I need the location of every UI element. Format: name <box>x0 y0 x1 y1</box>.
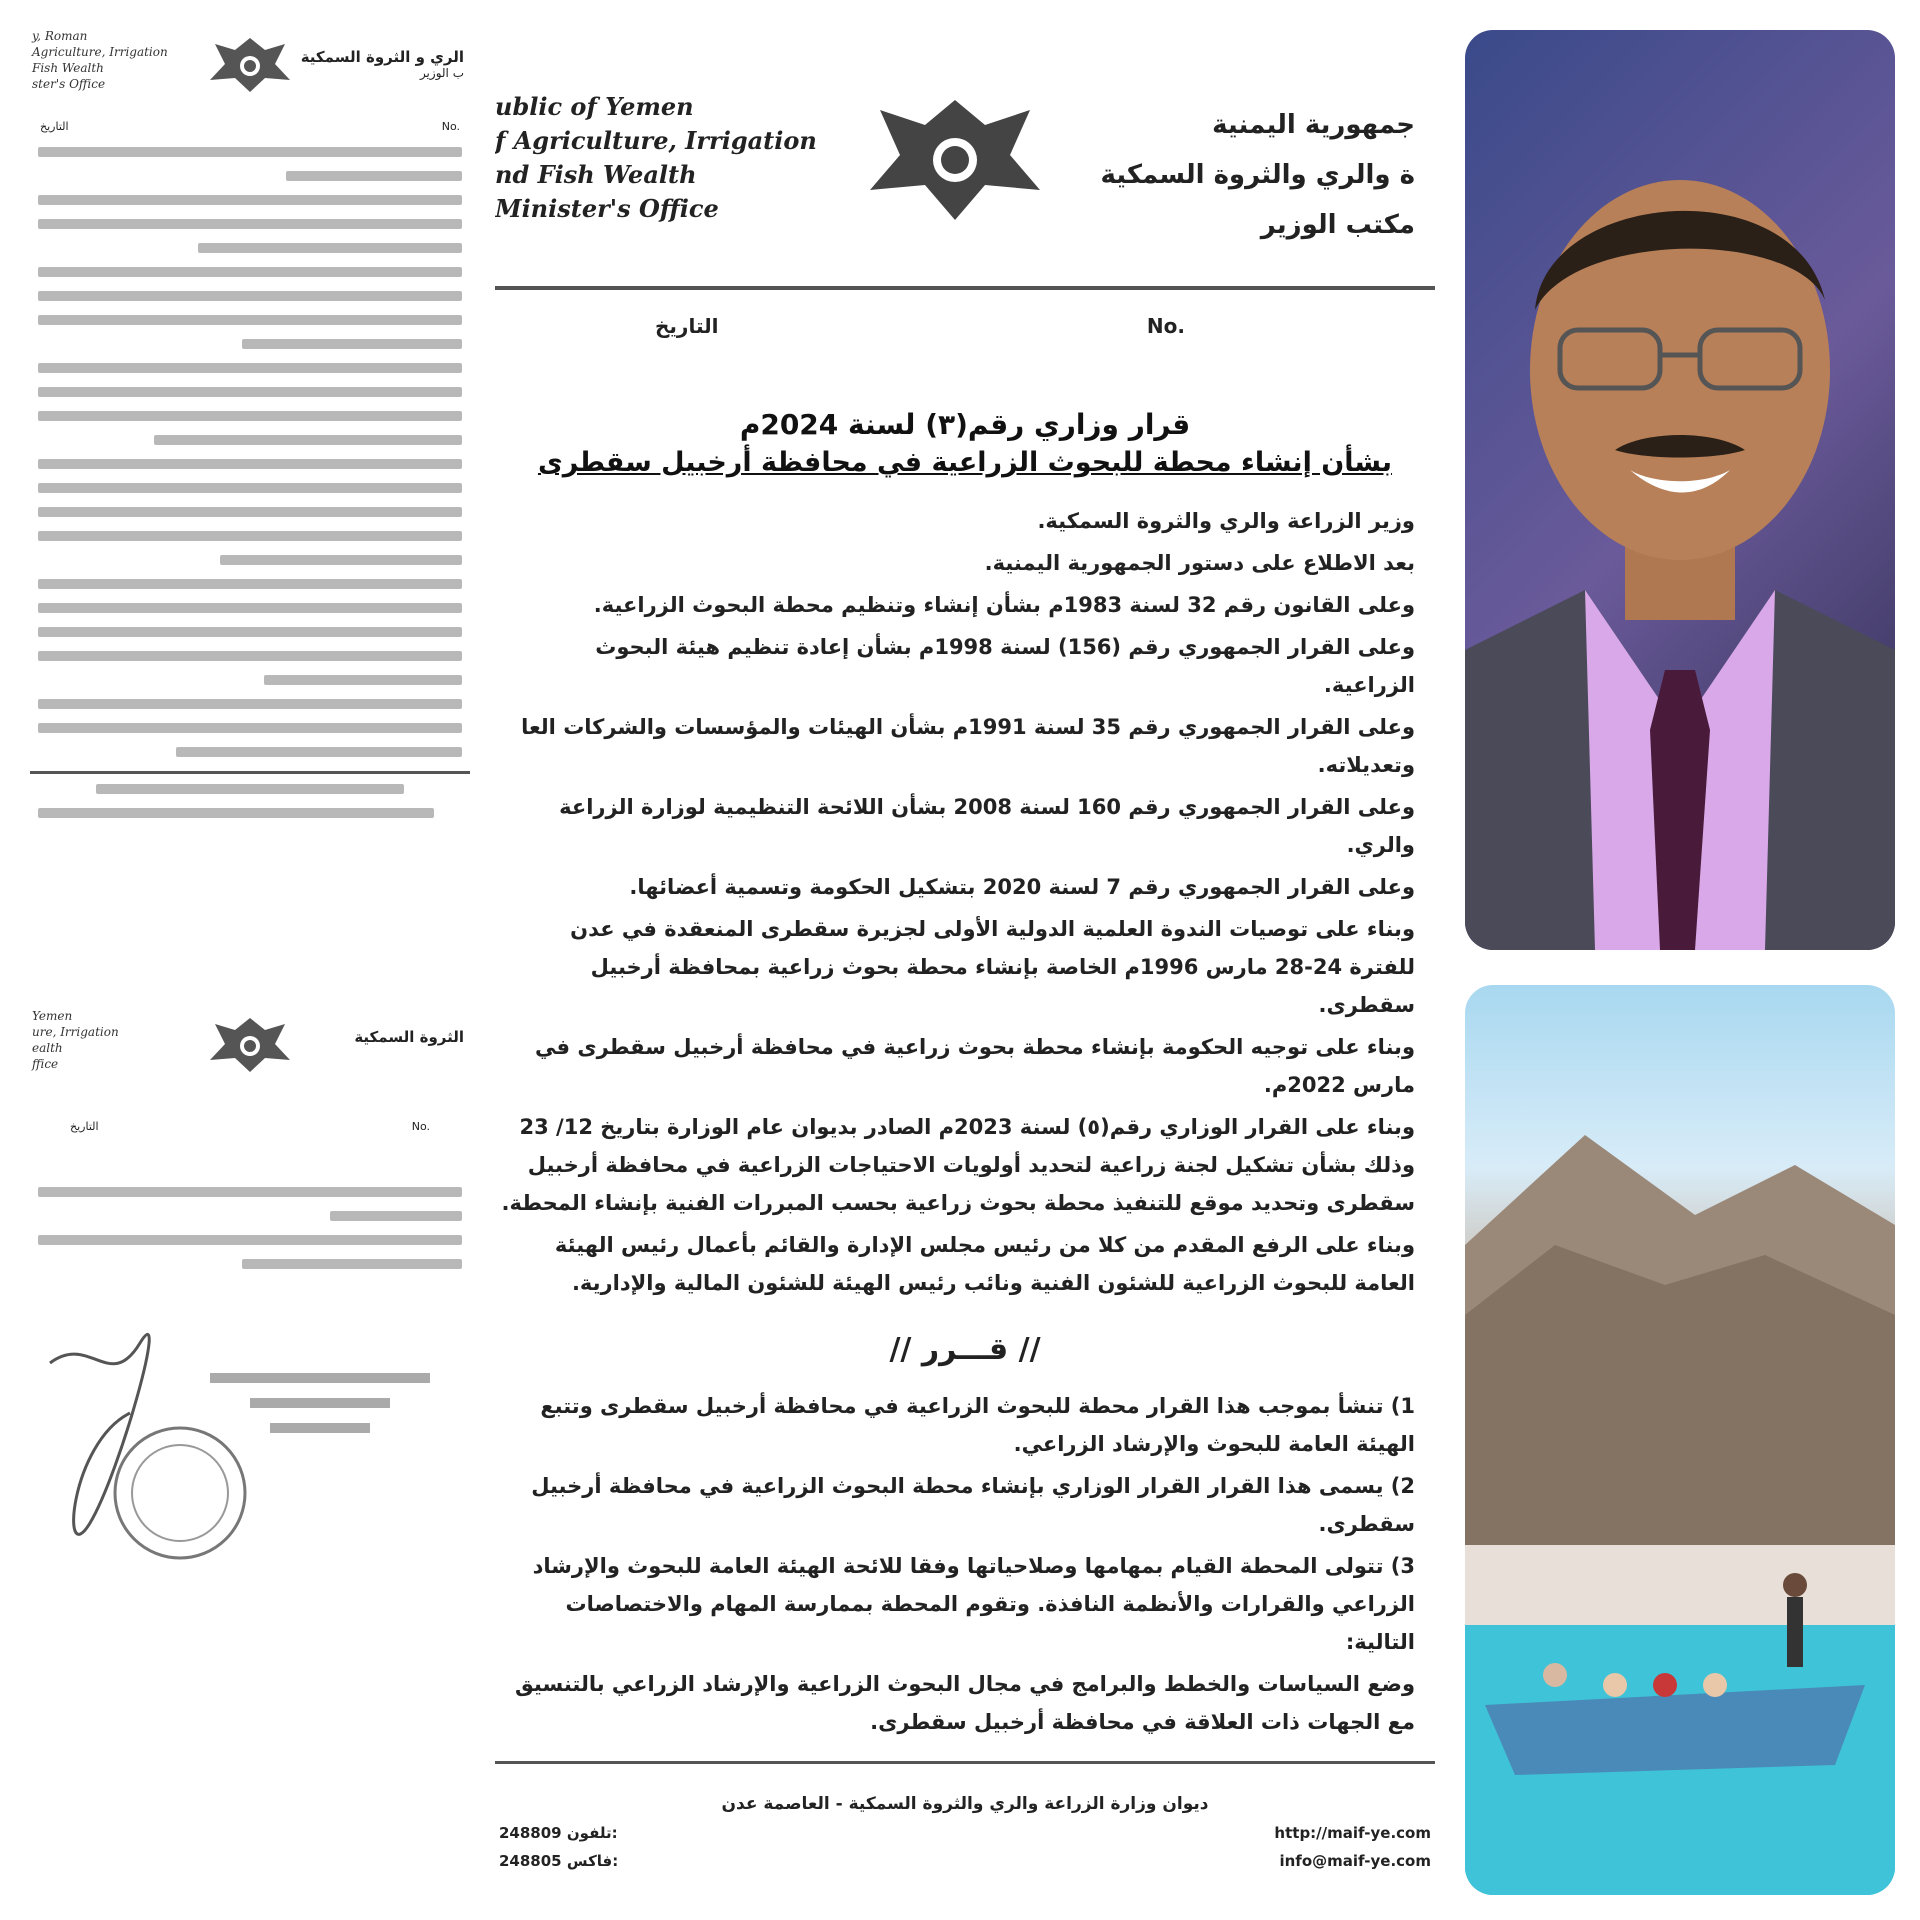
yemen-emblem-icon <box>865 80 1045 230</box>
socotra-beach-photo <box>1465 985 1895 1895</box>
website-link[interactable]: http://maif-ye.com <box>1274 1824 1431 1842</box>
preamble <box>495 502 1435 1302</box>
letterhead <box>495 40 1435 280</box>
letterhead <box>30 20 470 120</box>
article: وضع السياسات والخطط والبرامج في مجال البحوث الزراعية والإرشاد الزراعي بالتنسيق مع الجهات ذات العلاقة في محافظة أرخبيل سقطرى. <box>514 1672 1415 1734</box>
letterhead <box>30 1000 470 1100</box>
letterhead-arabic <box>1100 100 1415 250</box>
header-line: Fish Wealth <box>32 61 104 75</box>
ministerial-decree-document <box>495 40 1435 1900</box>
left-bottom-document <box>30 1000 470 1640</box>
header-line: nd Fish Wealth <box>495 160 697 189</box>
signature-stamp-icon <box>30 1323 450 1583</box>
paragraph: وبناء على توصيات الندوة العلمية الدولية الأولى لجزيرة سقطرى المنعقدة في عدن للفترة 24-28 مارس 1996م الخاصة بإنشاء محطة بحوث زراعية بمحافظة أرخبيل سقطرى. <box>570 917 1415 1017</box>
number-label: No. <box>411 1120 430 1133</box>
paragraph: وبناء على الرفع المقدم من كلا من رئيس مجلس الإدارة والقائم بأعمال رئيس الهيئة العامة للبحوث الزراعية للشئون الفنية ونائب رئيس الهيئة للشئون المالية والإدارية. <box>554 1233 1415 1295</box>
header-line: ealth <box>32 1041 63 1055</box>
letterhead-arabic <box>301 48 464 80</box>
footer-divider <box>495 1761 1435 1764</box>
number-label: No. <box>1146 314 1185 338</box>
header-divider <box>495 286 1435 290</box>
date-label: التاريخ <box>40 120 69 133</box>
paragraph: وعلى القرار الجمهوري رقم 35 لسنة 1991م بشأن الهيئات والمؤسسات والشركات العا وتعديلاته. <box>521 715 1415 777</box>
letterhead-english <box>32 28 168 92</box>
header-ar-line: جمهورية اليمنية <box>1212 110 1415 140</box>
paragraph: وبناء على القرار الوزاري رقم(٥) لسنة 2023م الصادر بديوان عام الوزارة بتاريخ 12/ 23 وذلك بشأن تشكيل لجنة زراعية لتحديد أولويات الاحتياجات الزراعية في محافظة أرخبيل سقطرى وتحديد موقع للتنفيذ محطة بحوث زراعية بحسب المبررات الفنية بإنشاء المحطة. <box>501 1115 1415 1215</box>
header-line: ster's Office <box>32 77 106 91</box>
paragraph: وعلى القرار الجمهوري رقم 160 لسنة 2008 بشأن اللائحة التنظيمية لوزارة الزراعة والري. <box>559 795 1415 857</box>
man-portrait-icon <box>1465 30 1895 950</box>
body-lines <box>30 1143 470 1269</box>
portrait-photo <box>1465 30 1895 950</box>
article: 1) تنشأ بموجب هذا القرار محطة للبحوث الزراعية في محافظة أرخبيل سقطرى وتتبع الهيئة العامة للبحوث والإرشاد الزراعي. <box>540 1394 1415 1456</box>
header-line: Agriculture, Irrigation <box>32 45 168 59</box>
left-top-document <box>30 20 470 940</box>
fax: 248805 فاكس: <box>499 1852 619 1870</box>
mountain-sea-scene-icon <box>1465 985 1895 1895</box>
header-line: ffice <box>32 1057 59 1071</box>
footer-contact-row <box>499 1852 1431 1870</box>
header-line: Minister's Office <box>495 194 719 223</box>
header-ar-line: مكتب الوزير <box>1260 210 1415 240</box>
header-line: f Agriculture, Irrigation <box>495 126 817 155</box>
header-line: y, Roman <box>32 29 88 43</box>
decree-title: قرار وزاري رقم(٣) لسنة 2024م <box>739 408 1191 441</box>
decree-subtitle: بشأن إنشاء محطة للبحوث الزراعية في محافظة أرخبيل سقطرى <box>537 447 1393 478</box>
phone: 248809 تلفون: <box>499 1824 618 1842</box>
paragraph: وعلى القرار الجمهوري رقم 7 لسنة 2020 بتشكيل الحكومة وتسمية أعضائها. <box>629 875 1415 899</box>
date-row <box>30 120 470 133</box>
footer-divider <box>30 771 470 774</box>
header-line: ure, Irrigation <box>32 1025 119 1039</box>
footer-address: ديوان وزارة الزراعة والري والثروة السمكية - العاصمة عدن <box>721 1794 1209 1814</box>
letterhead-english <box>495 90 817 226</box>
paragraph: وعلى القانون رقم 32 لسنة 1983م بشأن إنشاء وتنظيم محطة البحوث الزراعية. <box>593 593 1415 617</box>
header-ar-line: الري و الثروة السمكية <box>300 48 464 66</box>
paragraph: وعلى القرار الجمهوري رقم (156) لسنة 1998م بشأن إعادة تنظيم هيئة البحوث الزراعية. <box>595 635 1415 697</box>
email-link[interactable]: info@maif-ye.com <box>1279 1852 1431 1870</box>
paragraph: بعد الاطلاع على دستور الجمهورية اليمنية. <box>984 551 1415 575</box>
body-lines <box>30 147 470 757</box>
header-ar-line: ب الوزير <box>419 66 464 80</box>
articles <box>495 1387 1435 1741</box>
date-label: التاريخ <box>655 314 719 338</box>
letterhead-arabic: الثروة السمكية <box>354 1028 464 1046</box>
date-row <box>495 296 1435 348</box>
number-label: No. <box>441 120 460 133</box>
header-ar-line: ة والري والثروة السمكية <box>1100 160 1415 190</box>
decides-heading: // قـــرر // <box>889 1332 1041 1367</box>
yemen-emblem-icon <box>205 1010 295 1080</box>
header-line: ublic of Yemen <box>495 92 694 121</box>
date-row <box>30 1100 470 1143</box>
article: 2) يسمى هذا القرار القرار الوزاري بإنشاء محطة البحوث الزراعية في محافظة أرخبيل سقطرى. <box>531 1474 1415 1536</box>
footer-contact-row <box>499 1824 1431 1842</box>
header-line: Yemen <box>32 1009 73 1023</box>
date-label: التاريخ <box>70 1120 99 1133</box>
letterhead-english <box>32 1008 119 1072</box>
article: 3) تتولى المحطة القيام بمهامها وصلاحياتها وفقا للائحة الهيئة العامة للبحوث والإرشاد الزراعي والقرارات والأنظمة النافذة. وتقوم المحطة بممارسة المهام والاختصاصات التالية: <box>532 1554 1415 1654</box>
yemen-emblem-icon <box>205 30 295 100</box>
paragraph: وزير الزراعة والري والثروة السمكية. <box>1037 509 1415 533</box>
paragraph: وبناء على توجيه الحكومة بإنشاء محطة بحوث زراعية في محافظة أرخبيل سقطرى في مارس 2022م. <box>535 1035 1415 1097</box>
